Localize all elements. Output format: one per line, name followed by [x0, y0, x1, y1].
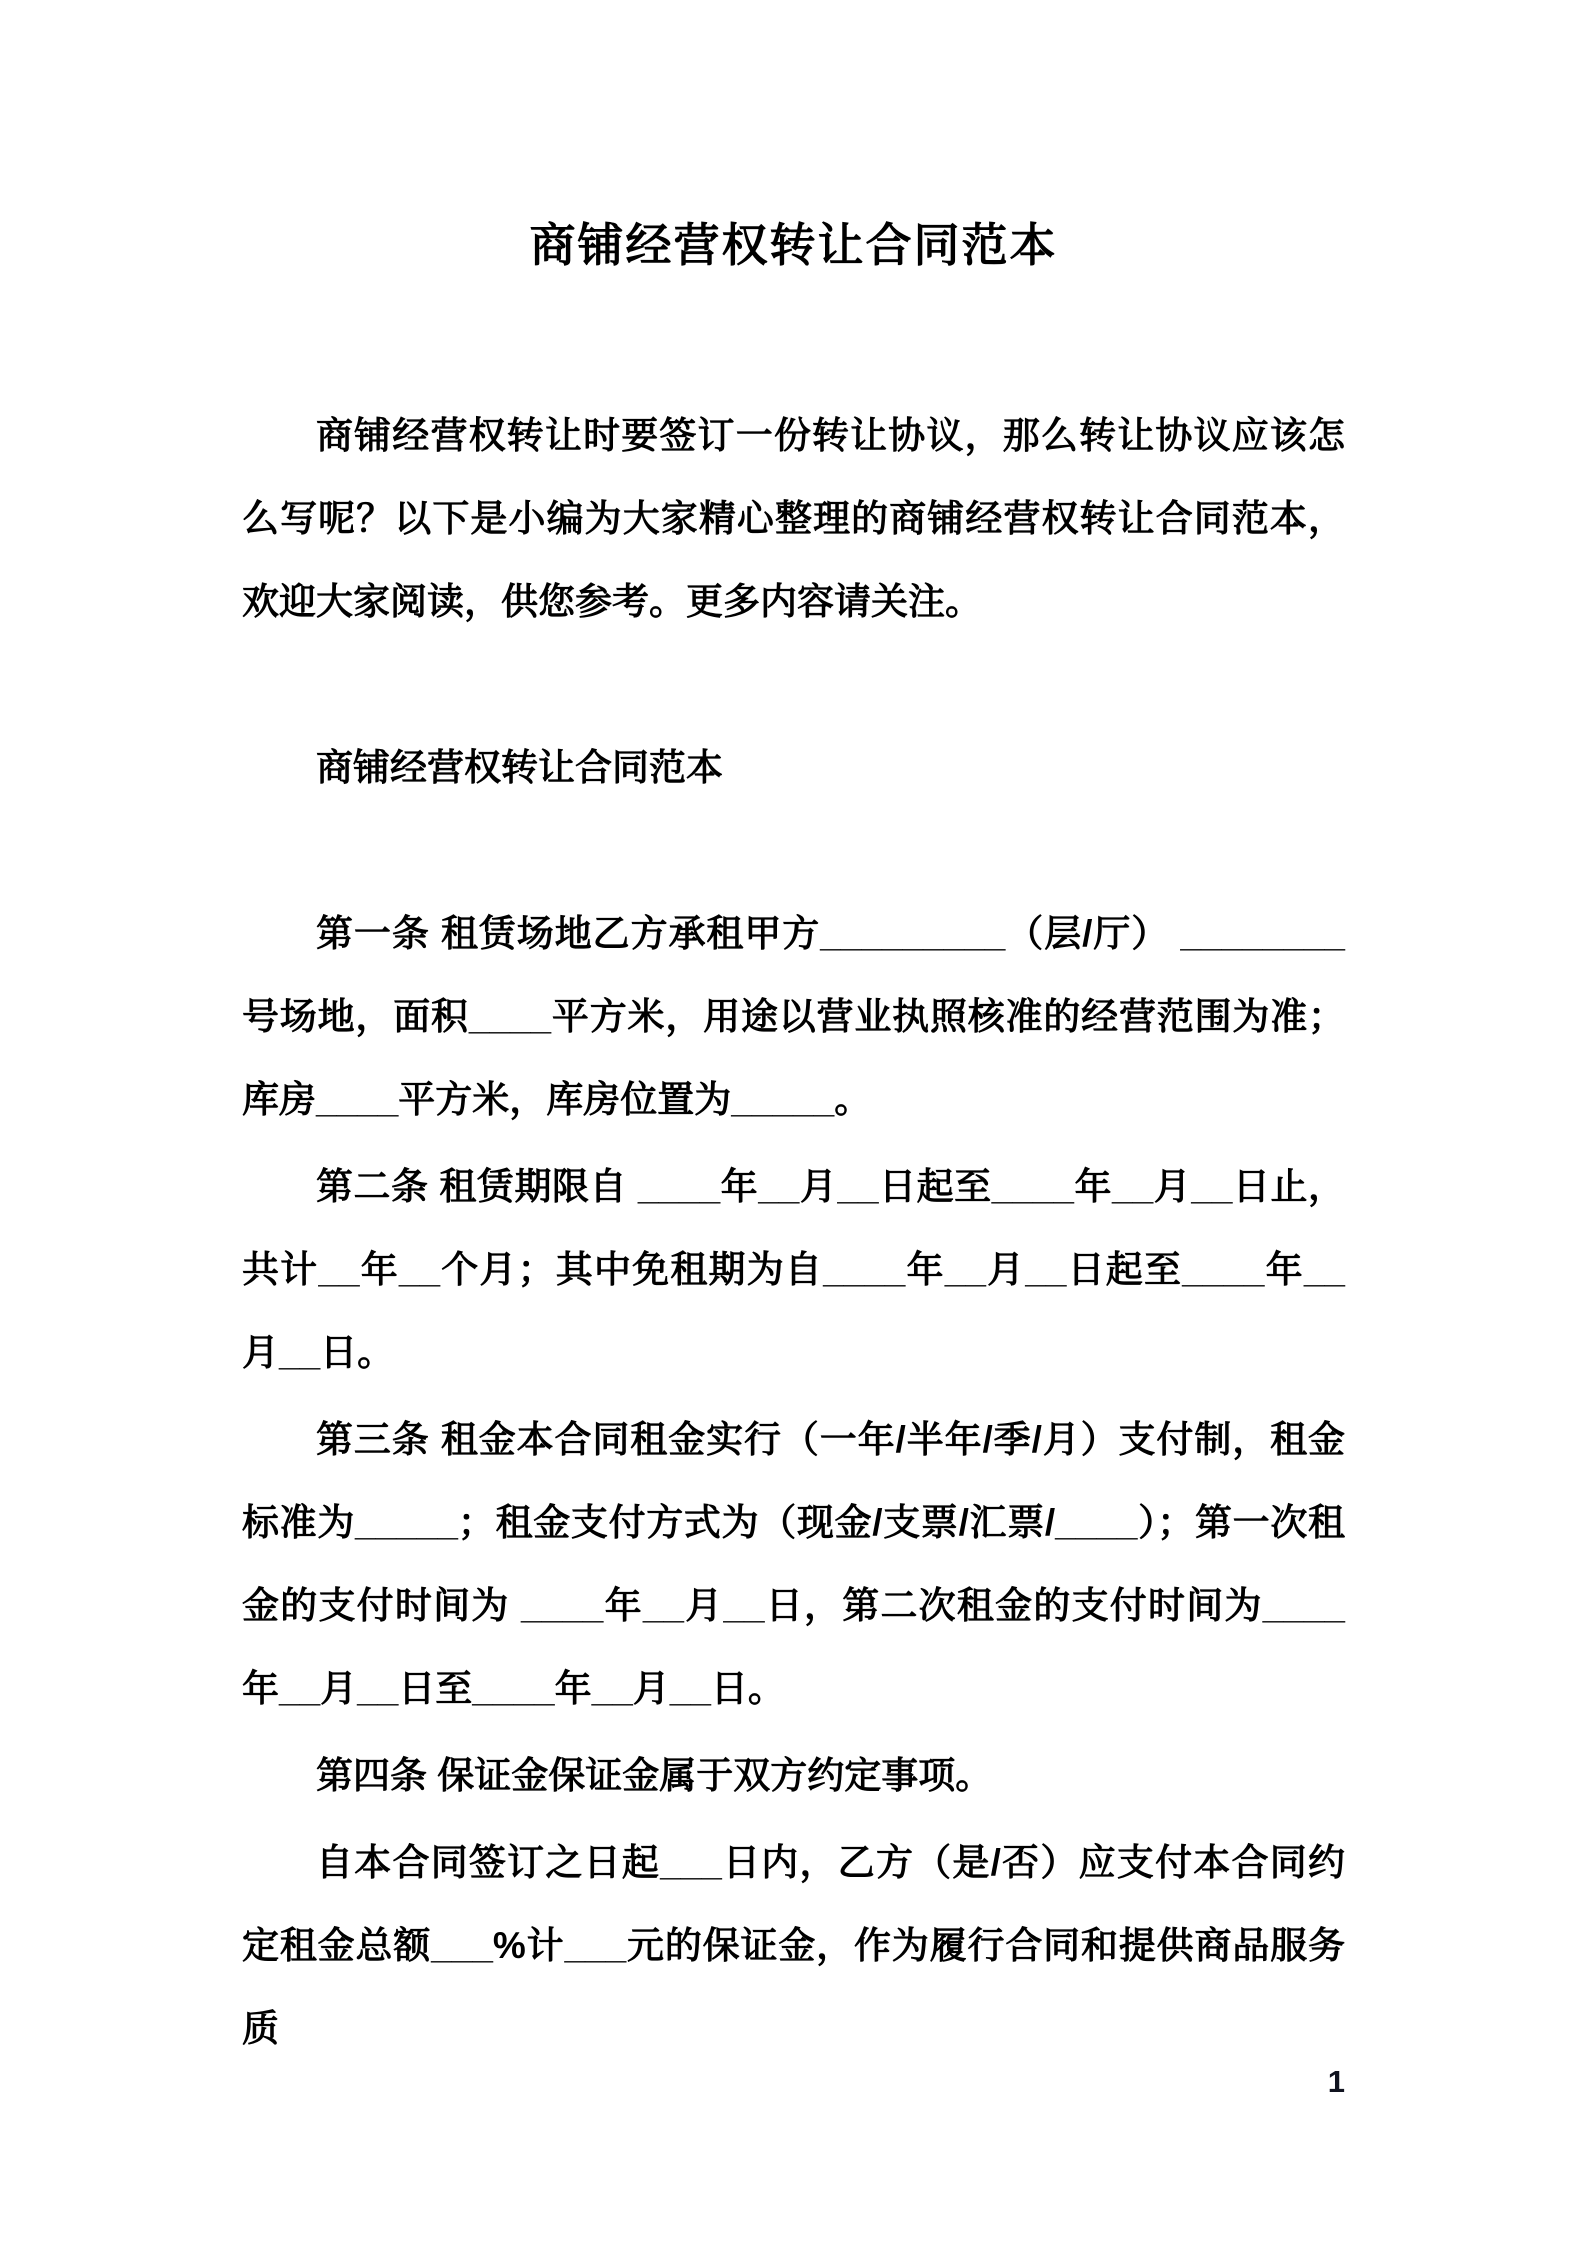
document-subheading: 商铺经营权转让合同范本 [316, 747, 723, 788]
page-number: 1 [1327, 2064, 1345, 2099]
intro-paragraph: 商铺经营权转让时要签订一份转让协议，那么转让协议应该怎么写呢？以下是小编为大家精心整理的商铺经营权转让合同范本，欢迎大家阅读，供您参考。更多内容请关注。 [242, 415, 1345, 622]
clause-4-paragraph: 第四条 保证金保证金属于双方约定事项。 [316, 1755, 993, 1796]
clause-3-paragraph: 第三条 租金本合同租金实行（一年/半年/季/月）支付制，租金标准为_____；租金支付方式为（现金/支票/汇票/____）；第一次租金的支付时间为 ____年__月__日，第二次租金的支付时间为____年__月__日至____年__月__日。 [242, 1419, 1345, 1709]
document-title: 商铺经营权转让合同范本 [529, 219, 1058, 271]
deposit-paragraph: 自本合同签订之日起___日内，乙方（是/否）应支付本合同约定租金总额___%计___元的保证金，作为履行合同和提供商品服务质 [242, 1842, 1345, 2049]
clause-2-paragraph: 第二条 租赁期限自 ____年__月__日起至____年__月__日止，共计__年__个月；其中免租期为自____年__月__日起至____年__月__日。 [242, 1166, 1345, 1373]
clause-1-paragraph: 第一条 租赁场地乙方承租甲方_________（层/厅） ________号场地，面积____平方米，用途以营业执照核准的经营范围为准；库房____平方米，库房位置为_____。 [242, 913, 1345, 1120]
